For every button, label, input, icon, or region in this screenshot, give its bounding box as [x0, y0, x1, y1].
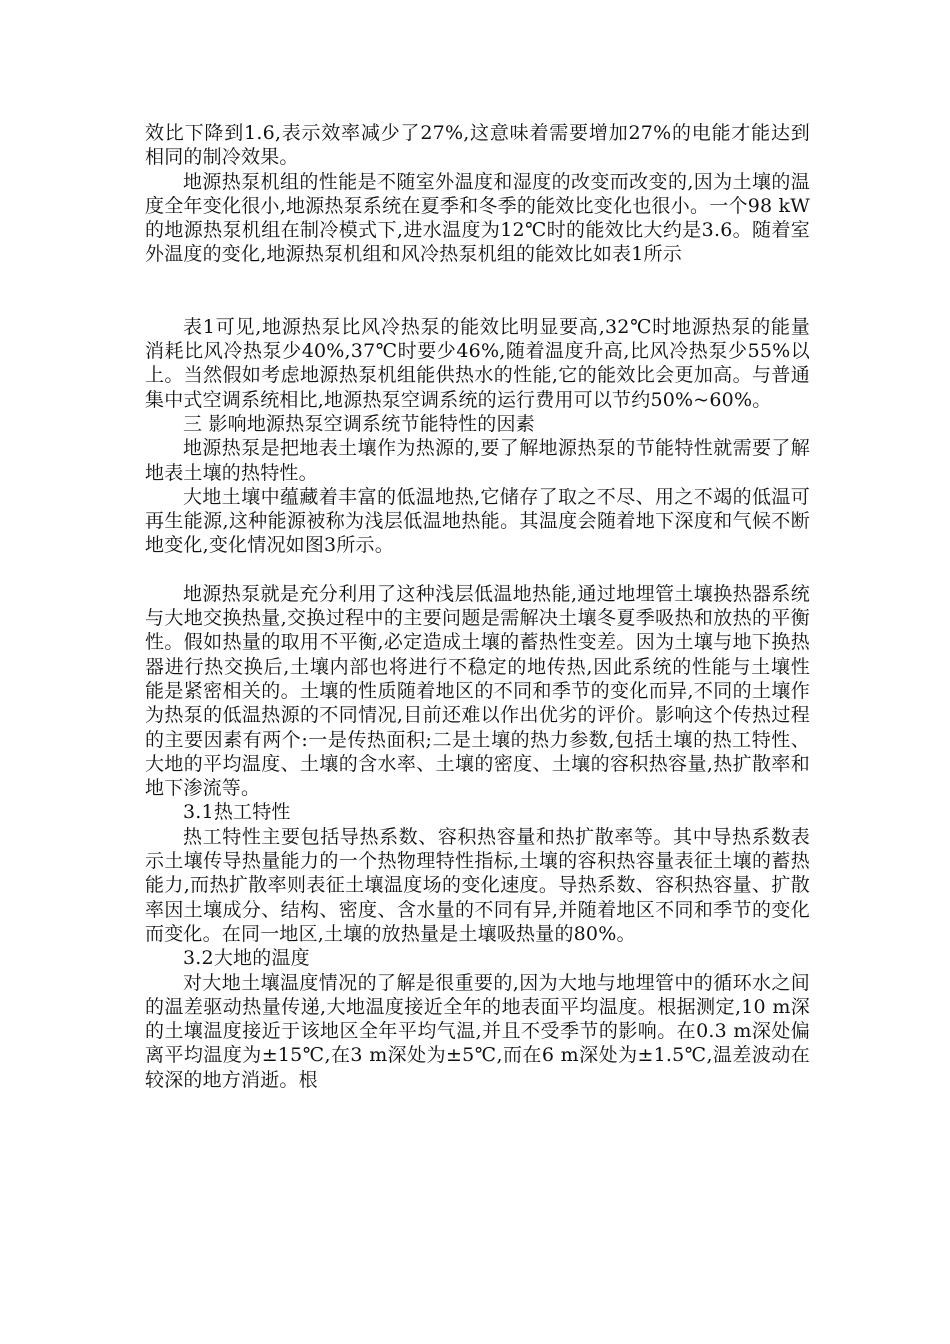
subsection-heading-3-2: 3.2大地的温度 — [183, 947, 310, 970]
paragraph-cop-drop: 效比下降到1.6,表示效率减少了27%,这意味着需要增加27%的电能才能达到相同的制冷效果。 — [145, 122, 810, 169]
paragraph-soil-heat-source: 地源热泵是把地表土壤作为热源的,要了解地源热泵的节能特性就需要了解地表土壤的热特性。 — [145, 437, 810, 484]
paragraph-ground-source-performance: 地源热泵机组的性能是不随室外温度和湿度的改变而改变的,因为土壤的温度全年变化很小,地源热泵系统在夏季和冬季的能效比变化也很小。一个98 kW的地源热泵机组在制冷模式下,进水温度为12℃时的能效比大约是3.6。随着室外温度的变化,地源热泵机组和风冷热泵机组的能效比如表1所示 — [145, 170, 810, 266]
paragraph-table1-analysis: 表1可见,地源热泵比风冷热泵的能效比明显要高,32℃时地源热泵的能量消耗比风冷热泵少40%,37℃时要少46%,随着温度升高,比风冷热泵少55%以上。当然假如考虑地源热泵机组能供热水的性能,它的能效比会更加高。与普通集中式空调系统相比,地源热泵空调系统的运行费用可以节约50%~60%。 — [145, 315, 810, 411]
paragraph-shallow-geothermal: 大地土壤中蕴藏着丰富的低温地热,它储存了取之不尽、用之不竭的低温可再生能源,这种能源被称为浅层低温地热能。其温度会随着地下深度和气候不断地变化,变化情况如图3所示。 — [145, 485, 810, 557]
document-body — [145, 121, 810, 1092]
section-heading-3: 三 影响地源热泵空调系统节能特性的因素 — [183, 412, 535, 435]
subsection-heading-3-1: 3.1热工特性 — [183, 801, 291, 824]
figure-placeholder — [145, 558, 810, 582]
table-placeholder — [145, 267, 810, 315]
paragraph-thermal-properties: 热工特性主要包括导热系数、容积热容量和热扩散率等。其中导热系数表示土壤传导热量能力的一个热物理特性指标,土壤的容积热容量表征土壤的蓄热能力,而热扩散率则表征土壤温度场的变化速度。导热系数、容积热容量、扩散率因土壤成分、结构、密度、含水量的不同有异,并随着地区不同和季节的变化而变化。在同一地区,土壤的放热量是土壤吸热量的80%。 — [145, 825, 810, 945]
paragraph-heat-exchange-balance: 地源热泵就是充分利用了这种浅层低温地热能,通过地埋管土壤换热器系统与大地交换热量,交换过程中的主要问题是需解决土壤冬夏季吸热和放热的平衡性。假如热量的取用不平衡,必定造成土壤的蓄热性变差。因为土壤与地下换热器进行热交换后,土壤内部也将进行不稳定的地传热,因此系统的性能与土壤性能是紧密相关的。土壤的性质随着地区的不同和季节的变化而异,不同的土壤作为热泵的低温热源的不同情况,目前还难以作出优劣的评价。影响这个传热过程的主要因素有两个:一是传热面积;二是土壤的热力参数,包括土壤的热工特性、大地的平均温度、土壤的含水率、土壤的密度、土壤的容积热容量,热扩散率和地下渗流等。 — [145, 582, 810, 800]
paragraph-ground-temperature: 对大地土壤温度情况的了解是很重要的,因为大地与地埋管中的循环水之间的温差驱动热量传递,大地温度接近全年的地表面平均温度。根据测定,10 m深的土壤温度接近于该地区全年平均气温,并且不受季节的影响。在0.3 m深处偏离平均温度为±15℃,在3 m深处为±5℃,而在6 m深处为±1.5℃,温差波动在较深的地方消逝。根 — [145, 971, 810, 1091]
